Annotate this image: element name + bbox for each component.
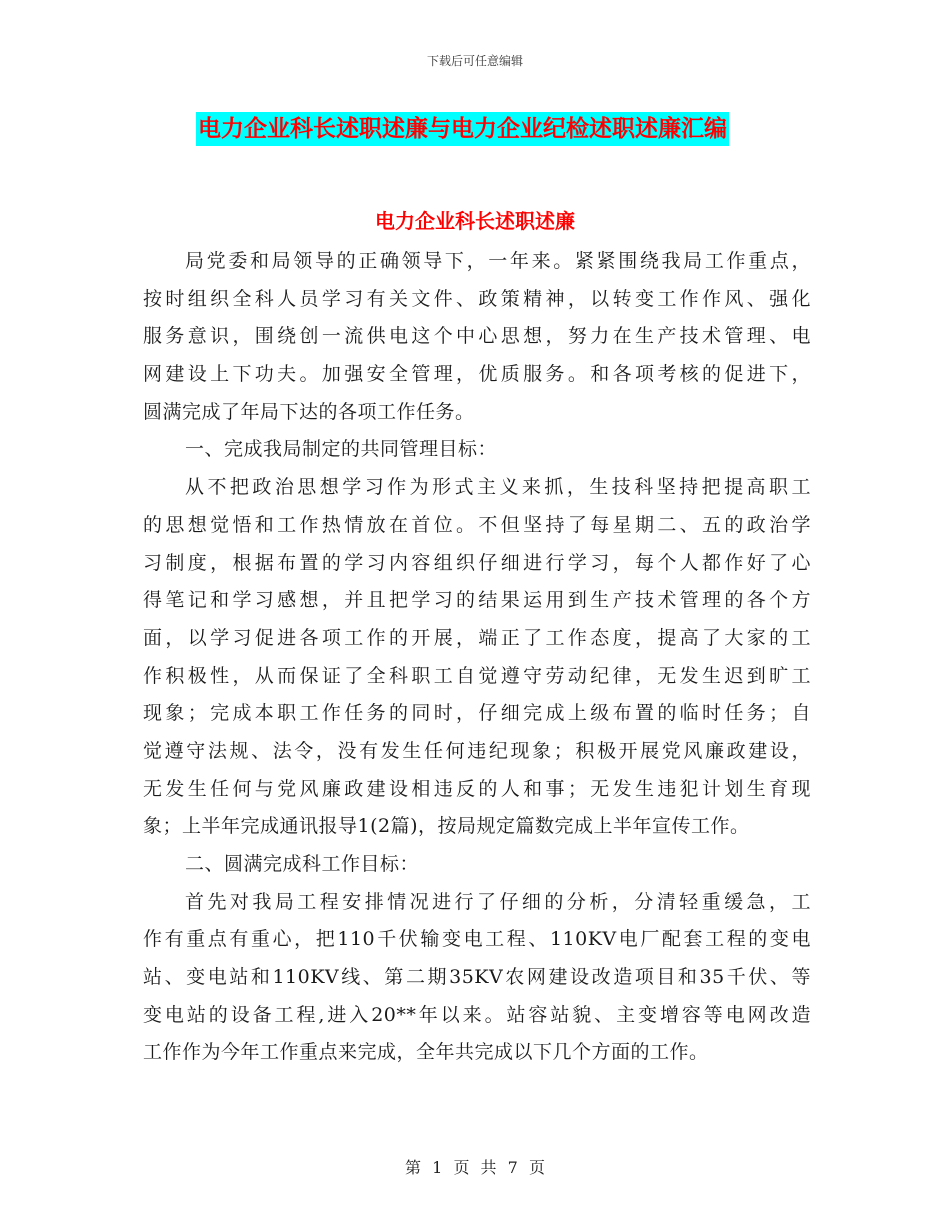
- paragraph-line: 工作作为今年工作重点来完成，全年共完成以下几个方面的工作。: [143, 1041, 709, 1064]
- paragraph-line: 按时组织全科人员学习有关文件、政策精神，以转变工作作风、强化: [143, 287, 811, 310]
- section-title: 电力企业科长述职述廉: [375, 209, 575, 233]
- paragraph-line: 作积极性，从而保证了全科职工自觉遵守劳动纪律，无发生迟到旷工: [143, 664, 811, 687]
- paragraph-line: 圆满完成了年局下达的各项工作任务。: [143, 400, 475, 423]
- paragraph-line: 作有重点有重心，把110千伏输变电工程、110KV电厂配套工程的变电: [143, 928, 811, 951]
- paragraph-line: 习制度，根据布置的学习内容组织仔细进行学习，每个人都作好了心: [143, 551, 811, 574]
- heading-line: 一、完成我局制定的共同管理目标：: [185, 438, 498, 461]
- document-body: [143, 243, 811, 1072]
- paragraph-line: 服务意识，围绕创一流供电这个中心思想，努力在生产技术管理、电: [143, 325, 811, 348]
- footer-page-label: 页: [453, 1158, 470, 1177]
- footer-total-prefix: 共: [480, 1158, 497, 1177]
- paragraph-line: 局党委和局领导的正确领导下，一年来。紧紧围绕我局工作重点，: [185, 250, 811, 272]
- paragraph-line: 首先对我局工程安排情况进行了仔细的分析，分清轻重缓急，工: [185, 890, 811, 913]
- paragraph-line: 从不把政治思想学习作为形式主义来抓，生技科坚持把提高职工: [185, 476, 811, 499]
- footer-page-number: 1: [432, 1158, 443, 1177]
- page-footer: [0, 1155, 950, 1178]
- document-title: 电力企业科长述职述廉与电力企业纪检述职述廉汇编: [196, 112, 729, 146]
- paragraph-line: 无发生任何与党风廉政建设相违反的人和事；无发生违犯计划生育现: [143, 777, 811, 800]
- paragraph-line: 的思想觉悟和工作热情放在首位。不但坚持了每星期二、五的政治学: [143, 513, 811, 536]
- paragraph-line: 站、变电站和110KV线、第二期35KV农网建设改造项目和35千伏、等: [143, 966, 811, 989]
- footer-total-pages: 7: [507, 1158, 518, 1177]
- footer-total-label: 页: [528, 1158, 545, 1177]
- paragraph-line: 得笔记和学习感想，并且把学习的结果运用到生产技术管理的各个方: [143, 589, 811, 612]
- header-note: 下载后可任意编辑: [426, 54, 523, 68]
- paragraph-line: 网建设上下功夫。加强安全管理，优质服务。和各项考核的促进下，: [143, 363, 811, 386]
- paragraph-line: 象；上半年完成通讯报导1(2篇)，按局规定篇数完成上半年宣传工作。: [143, 815, 750, 838]
- paragraph-line: 现象；完成本职工作任务的同时，仔细完成上级布置的临时任务；自: [143, 702, 811, 725]
- footer-page-prefix: 第: [405, 1158, 422, 1177]
- paragraph-line: 面，以学习促进各项工作的开展，端正了工作态度，提高了大家的工: [143, 626, 811, 649]
- paragraph-line: 觉遵守法规、法令，没有发生任何违纪现象；积极开展党风廉政建设，: [143, 739, 811, 762]
- heading-line: 二、圆满完成科工作目标：: [185, 853, 420, 875]
- paragraph-line: 变电站的设备工程,进入20**年以来。站容站貌、主变增容等电网改造: [143, 1003, 811, 1026]
